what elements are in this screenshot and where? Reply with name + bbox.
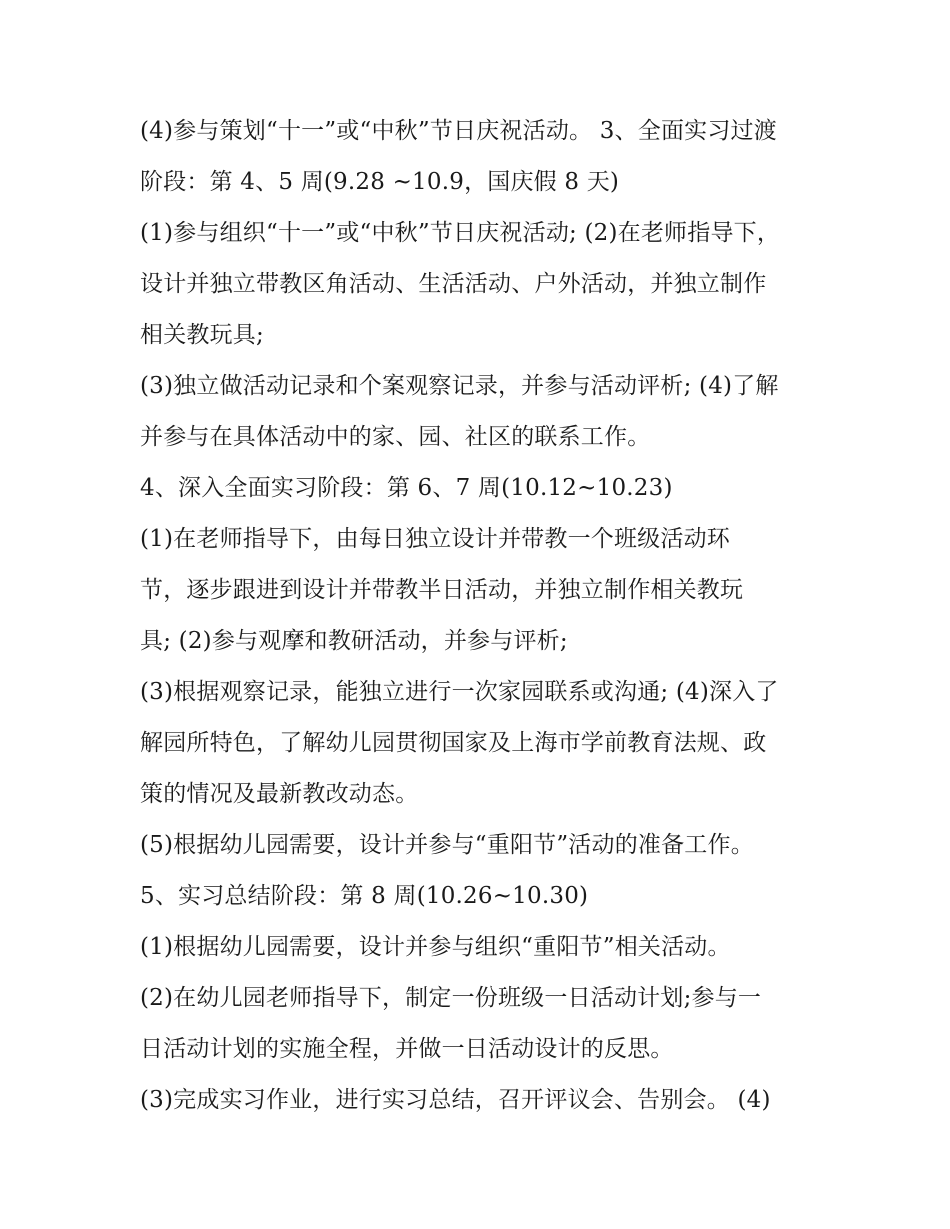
text-line: (3)完成实习作业，进行实习总结，召开评议会、告别会。 (4) bbox=[140, 1087, 771, 1113]
text-line: (3)独立做活动记录和个案观察记录，并参与活动评析; (4)了解 bbox=[140, 373, 779, 399]
document-body bbox=[140, 106, 820, 1126]
text-line: 解园所特色，了解幼儿园贯彻国家及上海市学前教育法规、政 bbox=[140, 730, 767, 756]
text-line: 并参与在具体活动中的家、园、社区的联系工作。 bbox=[140, 424, 651, 450]
text-line: 策的情况及最新教改动态。 bbox=[140, 781, 419, 807]
text-line: 相关教玩具; bbox=[140, 322, 264, 348]
text-line: 阶段：第 4、5 周(9.28 ~10.9，国庆假 8 天) bbox=[140, 169, 620, 195]
text-line: (3)根据观察记录，能独立进行一次家园联系或沟通; (4)深入了 bbox=[140, 679, 779, 705]
text-line: (1)参与组织“十一”或“中秋”节日庆祝活动; (2)在老师指导下， bbox=[140, 220, 781, 246]
section-heading: 4、深入全面实习阶段：第 6、7 周(10.12~10.23) bbox=[140, 475, 673, 501]
section-heading: 5、实习总结阶段：第 8 周(10.26~10.30) bbox=[140, 883, 589, 909]
text-line: (1)在老师指导下，由每日独立设计并带教一个班级活动环 bbox=[140, 526, 730, 552]
text-line: 日活动计划的实施全程，并做一日活动设计的反思。 bbox=[140, 1036, 674, 1062]
text-line: (2)在幼儿园老师指导下，制定一份班级一日活动计划;参与一 bbox=[140, 985, 762, 1011]
text-line: (1)根据幼儿园需要，设计并参与组织“重阳节”相关活动。 bbox=[140, 934, 731, 960]
text-line: 节，逐步跟进到设计并带教半日活动，并独立制作相关教玩 bbox=[140, 577, 744, 603]
text-line: (5)根据幼儿园需要，设计并参与“重阳节”活动的准备工作。 bbox=[140, 832, 754, 858]
text-line: 设计并独立带教区角活动、生活活动、户外活动，并独立制作 bbox=[140, 271, 767, 297]
text-line: 具; (2)参与观摩和教研活动，并参与评析; bbox=[140, 628, 568, 654]
text-line: (4)参与策划“十一”或“中秋”节日庆祝活动。 3、全面实习过渡 bbox=[140, 118, 777, 144]
